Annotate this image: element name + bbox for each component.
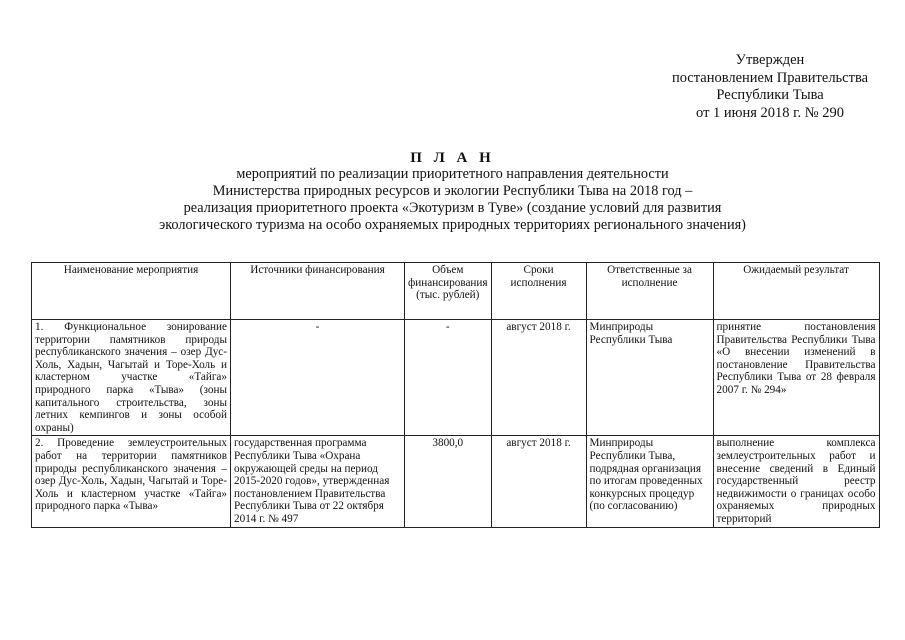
plan-subtitle-line: реализация приоритетного проекта «Экотуризм в Туве» (создание условий для развития [183, 200, 722, 216]
cell-name: 2. Проведение землеустроительных работ на территории памятников природы республиканского значения – озер Дус-Холь, Хадын, Чагытай и Торе-Холь и кластерном участке «Тайга» природного парка «Тыва» [32, 436, 231, 527]
cell-responsible: Минприроды Республики Тыва, подрядная организация по итогам проведенных конкурсных процедур (по согласованию) [586, 436, 713, 527]
cell-amount: - [405, 320, 492, 436]
approval-line: от 1 июня 2018 г. № 290 [696, 104, 844, 121]
table-header-row [32, 263, 880, 320]
cell-result: выполнение комплекса землеустроительных работ и внесение сведений в Единый государственный реестр недвижимости о границах особо охраняемых природных территорий [713, 436, 879, 527]
header-responsible: Ответственные за исполнение [586, 263, 713, 320]
approval-line: Республики Тыва [716, 87, 824, 103]
plan-subtitle-line: Министерства природных ресурсов и экологии Республики Тыва на 2018 год – [212, 183, 693, 199]
cell-result: принятие постановления Правительства Республики Тыва «О внесении изменений в постановление Правительства Республики Тыва от 28 февраля 2007 г. № 294» [713, 320, 879, 436]
cell-source: - [231, 320, 405, 436]
plan-table [31, 262, 880, 528]
table-row [32, 320, 880, 436]
header-name: Наименование мероприятия [32, 263, 231, 320]
approval-line: Утвержден [735, 52, 805, 68]
header-term: Сроки исполнения [491, 263, 586, 320]
cell-source: государственная программа Республики Тыва «Охрана окружающей среды на период 2015-2020 годов», утвержденная постановлением Правительства Республики Тыва от 22 октября 2014 г. № 497 [231, 436, 405, 527]
header-amount: Объем финансирования (тыс. рублей) [405, 263, 492, 320]
cell-term: август 2018 г. [491, 436, 586, 527]
cell-term: август 2018 г. [491, 320, 586, 436]
plan-title: П Л А Н [410, 150, 495, 166]
table-row [32, 436, 880, 527]
plan-subtitle-line: экологического туризма на особо охраняемых природных территориях регионального значения) [159, 217, 746, 233]
header-source: Источники финансирования [231, 263, 405, 320]
cell-name: 1. Функциональное зонирование территории памятников природы республиканского значения – озер Дус-Холь, Хадын, Чагытай и Торе-Холь и кластерном участке «Тайга» природного парка «Тыва» (зоны капитального строительства, зоны летних кемпингов и зоны особой охраны) [32, 320, 231, 436]
approval-block [640, 52, 900, 122]
plan-subtitle [60, 166, 845, 234]
cell-responsible: Минприроды Республики Тыва [586, 320, 713, 436]
plan-subtitle-line: мероприятий по реализации приоритетного направления деятельности [236, 166, 669, 182]
approval-line: постановлением Правительства [671, 69, 869, 86]
cell-amount: 3800,0 [405, 436, 492, 527]
header-result: Ожидаемый результат [713, 263, 879, 320]
